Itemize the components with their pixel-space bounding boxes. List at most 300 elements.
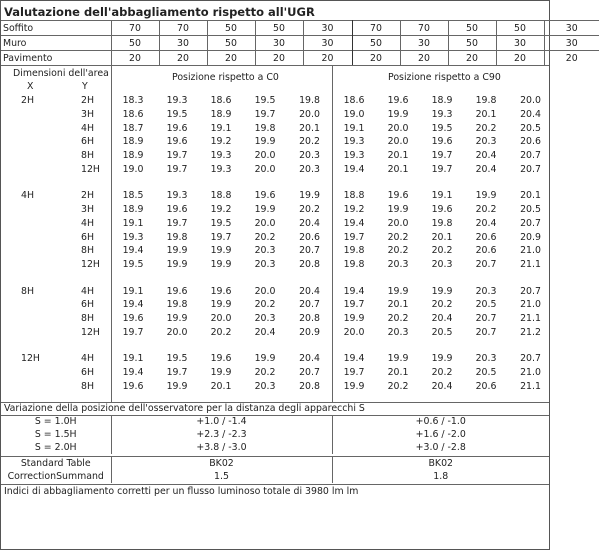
group-spacer xyxy=(1,271,553,284)
ugr-value-c90: 20.3 xyxy=(387,258,409,270)
ugr-value-c0: 20.3 xyxy=(299,163,320,175)
ugr-value-c90: 19.4 xyxy=(343,217,365,229)
ugr-value-c90: 20.3 xyxy=(431,258,453,270)
ugr-value-c0: 20.0 xyxy=(254,150,276,162)
ugr-value-c90: 20.4 xyxy=(475,163,497,175)
room-x xyxy=(1,379,59,393)
group-spacer xyxy=(1,176,553,189)
room-x xyxy=(1,325,59,339)
ugr-value-c90: 20.6 xyxy=(475,231,497,243)
ugr-value-c90: 19.2 xyxy=(343,204,365,216)
room-y: 12H xyxy=(81,163,100,175)
room-y: 6H xyxy=(81,299,95,311)
reflectance-row xyxy=(1,36,599,51)
ugr-value-c90: 19.9 xyxy=(343,312,365,324)
ugr-value-c0: 20.0 xyxy=(210,312,232,324)
ugr-value-c0: 20.0 xyxy=(254,285,276,297)
ugr-value-c0: 19.9 xyxy=(210,367,232,379)
ugr-value-c0: 20.4 xyxy=(299,285,320,297)
room-y: 12H xyxy=(81,326,100,338)
ugr-value-c0: 18.9 xyxy=(122,204,144,216)
ugr-value-c0: 20.2 xyxy=(254,367,276,379)
ugr-value-c0: 19.8 xyxy=(254,122,276,134)
reflectance-value: 30 xyxy=(303,36,352,51)
ugr-value-c0: 19.1 xyxy=(210,122,232,134)
ugr-value-c90: 20.2 xyxy=(475,204,497,216)
spacing-label: S = 1.0H xyxy=(1,415,111,428)
room-y: 8H xyxy=(81,150,95,162)
reflectance-value: 50 xyxy=(207,21,255,36)
reflectance-value: 50 xyxy=(207,36,255,51)
room-y: 4H xyxy=(81,217,95,229)
reflectance-value: 20 xyxy=(448,51,496,66)
table-row xyxy=(1,189,553,203)
reflectance-value: 30 xyxy=(255,36,303,51)
ugr-value-c0: 19.9 xyxy=(254,204,276,216)
ugr-value-c0: 20.3 xyxy=(254,380,276,392)
ugr-value-c90: 19.6 xyxy=(387,190,409,202)
ugr-value-c90: 20.9 xyxy=(520,231,541,243)
summary-table xyxy=(1,457,549,483)
ugr-value-c0: 19.5 xyxy=(254,95,276,107)
ugr-value-c0: 19.9 xyxy=(210,299,232,311)
reflectance-label: Pavimento xyxy=(1,51,111,66)
ugr-value-c0: 18.7 xyxy=(122,122,144,134)
ugr-value-c0: 20.2 xyxy=(299,136,320,148)
sheet-title: Valutazione dell'abbagliamento rispetto all'UGR xyxy=(4,5,315,19)
ugr-value-c90: 20.3 xyxy=(475,353,497,365)
area-x-label: X xyxy=(27,81,34,92)
ugr-value-c0: 19.7 xyxy=(210,231,232,243)
variation-c0: +2.3 / -2.3 xyxy=(111,428,332,441)
ugr-value-c90: 21.1 xyxy=(520,258,541,270)
reflectance-value: 50 xyxy=(448,36,496,51)
room-y: 4H xyxy=(81,285,95,297)
room-x xyxy=(1,258,59,272)
ugr-value-c0: 18.9 xyxy=(210,109,232,121)
ugr-value-c0: 20.6 xyxy=(299,231,320,243)
room-y: 4H xyxy=(81,122,95,134)
ugr-value-c90: 19.9 xyxy=(431,285,453,297)
ugr-value-c0: 19.7 xyxy=(122,326,144,338)
ugr-value-c90: 19.6 xyxy=(387,95,409,107)
ugr-value-c90: 20.1 xyxy=(387,163,409,175)
ugr-value-c90: 20.0 xyxy=(520,95,541,107)
ugr-value-c0: 19.1 xyxy=(122,285,144,297)
ugr-value-c0: 19.9 xyxy=(254,353,276,365)
ugr-value-c0: 20.1 xyxy=(210,380,232,392)
ugr-value-c0: 19.6 xyxy=(210,353,232,365)
ugr-value-c90: 20.2 xyxy=(431,367,453,379)
ugr-value-c90: 20.7 xyxy=(475,258,497,270)
variation-c0: +1.0 / -1.4 xyxy=(111,415,332,428)
ugr-value-c0: 20.9 xyxy=(299,326,320,338)
ugr-value-c90: 20.1 xyxy=(387,299,409,311)
ugr-value-c90: 19.9 xyxy=(475,190,497,202)
reflectance-table xyxy=(1,20,599,65)
ugr-value-c90: 18.6 xyxy=(343,95,365,107)
ugr-value-c90: 20.4 xyxy=(475,217,497,229)
ugr-value-c90: 19.4 xyxy=(343,163,365,175)
ugr-value-c90: 20.4 xyxy=(475,150,497,162)
room-x xyxy=(1,312,59,326)
ugr-value-c90: 19.8 xyxy=(475,95,497,107)
ugr-value-c90: 19.9 xyxy=(387,285,409,297)
ugr-value-c90: 20.7 xyxy=(475,326,497,338)
ugr-value-c90: 19.9 xyxy=(387,204,409,216)
reflectance-value: 70 xyxy=(111,21,159,36)
ugr-value-c0: 19.9 xyxy=(254,136,276,148)
ugr-value-c0: 20.4 xyxy=(299,353,320,365)
ugr-value-c90: 20.2 xyxy=(387,245,409,257)
ugr-value-c90: 20.1 xyxy=(475,109,497,121)
ugr-value-c90: 20.2 xyxy=(431,245,453,257)
ugr-value-c0: 19.6 xyxy=(122,312,144,324)
ugr-value-c90: 21.0 xyxy=(520,367,541,379)
ugr-value-c90: 20.2 xyxy=(431,299,453,311)
variation-c90: +0.6 / -1.0 xyxy=(415,416,466,427)
ugr-value-c90: 19.3 xyxy=(343,150,365,162)
ugr-value-c0: 19.8 xyxy=(166,299,188,311)
ugr-value-c0: 19.5 xyxy=(210,217,232,229)
room-x xyxy=(1,298,59,312)
ugr-value-c0: 18.8 xyxy=(210,190,232,202)
ugr-value-c0: 19.1 xyxy=(122,353,144,365)
ugr-value-c90: 20.5 xyxy=(520,122,541,134)
ugr-value-c90: 20.1 xyxy=(520,190,541,202)
table-row xyxy=(1,352,553,366)
ugr-value-c0: 20.2 xyxy=(254,299,276,311)
reflectance-value: 20 xyxy=(111,51,159,66)
ugr-value-c90: 19.7 xyxy=(431,150,453,162)
room-x: 2H xyxy=(21,95,35,107)
ugr-value-c0: 19.4 xyxy=(122,299,144,311)
reflectance-value: 20 xyxy=(400,51,448,66)
ugr-value-c0: 19.6 xyxy=(166,204,188,216)
reflectance-value: 20 xyxy=(159,51,207,66)
ugr-value-c90: 19.9 xyxy=(343,380,365,392)
table-row xyxy=(1,162,553,176)
ugr-value-c90: 20.0 xyxy=(387,122,409,134)
ugr-value-c0: 19.6 xyxy=(166,285,188,297)
reflectance-value: 20 xyxy=(352,51,400,66)
ugr-value-c0: 20.7 xyxy=(299,367,320,379)
room-y: 8H xyxy=(81,245,95,257)
reflectance-label: Soffito xyxy=(1,21,111,36)
ugr-value-c90: 19.9 xyxy=(431,353,453,365)
table-row xyxy=(1,203,553,217)
ugr-value-c0: 20.0 xyxy=(166,326,188,338)
area-header xyxy=(1,65,549,95)
ugr-value-c90: 20.4 xyxy=(431,380,453,392)
area-y-label: Y xyxy=(82,81,88,92)
ugr-value-c0: 19.9 xyxy=(210,245,232,257)
room-x: 8H xyxy=(21,285,35,297)
reflectance-value: 30 xyxy=(544,21,599,36)
ugr-value-c90: 19.6 xyxy=(431,204,453,216)
reflectance-value: 70 xyxy=(159,21,207,36)
ugr-value-c0: 19.9 xyxy=(299,190,320,202)
reflectance-value: 50 xyxy=(255,21,303,36)
ugr-value-c90: 20.2 xyxy=(387,231,409,243)
reflectance-value: 50 xyxy=(448,21,496,36)
room-x xyxy=(1,108,59,122)
ugr-value-c90: 19.9 xyxy=(387,109,409,121)
ugr-value-c90: 20.5 xyxy=(475,367,497,379)
reflectance-value: 30 xyxy=(544,36,599,51)
ugr-value-c0: 19.9 xyxy=(166,258,188,270)
ugr-value-c90: 20.7 xyxy=(520,163,541,175)
reflectance-value: 70 xyxy=(400,21,448,36)
reflectance-value: 30 xyxy=(303,21,352,36)
ugr-value-c90: 20.6 xyxy=(475,245,497,257)
spacing-label: S = 2.0H xyxy=(1,441,111,454)
table-row xyxy=(1,244,553,258)
ugr-value-c0: 19.2 xyxy=(210,204,232,216)
ugr-value-c90: 20.7 xyxy=(520,217,541,229)
room-y: 6H xyxy=(81,367,95,379)
room-x xyxy=(1,149,59,163)
variation-row xyxy=(1,428,549,441)
room-x xyxy=(1,203,59,217)
room-x xyxy=(1,217,59,231)
ugr-value-c90: 20.5 xyxy=(431,326,453,338)
table-row xyxy=(1,298,553,312)
ugr-value-c90: 19.7 xyxy=(343,367,365,379)
room-y: 2H xyxy=(81,190,95,202)
ugr-value-c90: 20.7 xyxy=(520,285,541,297)
ugr-value-c0: 19.7 xyxy=(166,150,188,162)
ugr-value-c90: 19.8 xyxy=(431,217,453,229)
table-row xyxy=(1,258,553,272)
table-row xyxy=(1,108,553,122)
ugr-value-c0: 20.8 xyxy=(299,312,320,324)
ugr-value-c0: 19.6 xyxy=(210,285,232,297)
ugr-value-c0: 20.3 xyxy=(254,312,276,324)
room-x: 12H xyxy=(21,353,40,365)
ugr-value-c90: 20.1 xyxy=(387,367,409,379)
table-row xyxy=(1,312,553,326)
ugr-value-c0: 19.9 xyxy=(210,258,232,270)
table-row xyxy=(1,230,553,244)
ugr-value-c0: 20.2 xyxy=(210,326,232,338)
ugr-value-c0: 19.6 xyxy=(166,136,188,148)
ugr-value-c0: 19.5 xyxy=(122,258,144,270)
ugr-value-c0: 20.0 xyxy=(299,109,320,121)
ugr-value-c90: 19.3 xyxy=(431,109,453,121)
room-x xyxy=(1,366,59,380)
ugr-value-c0: 20.7 xyxy=(299,245,320,257)
ugr-value-c0: 20.2 xyxy=(299,204,320,216)
room-x xyxy=(1,244,59,258)
ugr-value-c0: 20.4 xyxy=(299,217,320,229)
room-x xyxy=(1,121,59,135)
ugr-value-c0: 19.2 xyxy=(210,136,232,148)
ugr-value-c0: 19.4 xyxy=(122,367,144,379)
ugr-value-c0: 19.9 xyxy=(166,312,188,324)
ugr-value-c0: 19.7 xyxy=(254,109,276,121)
ugr-value-c0: 20.2 xyxy=(254,231,276,243)
room-x xyxy=(1,230,59,244)
reflectance-value: 50 xyxy=(496,21,544,36)
variation-label: Variazione della posizione dell'osservatore per la distanza degli apparecchi S xyxy=(4,403,365,414)
ugr-value-c90: 18.8 xyxy=(343,190,365,202)
ugr-value-c0: 20.0 xyxy=(254,217,276,229)
ugr-value-c0: 20.3 xyxy=(299,150,320,162)
ugr-value-c0: 19.7 xyxy=(166,217,188,229)
ugr-value-c90: 18.9 xyxy=(431,95,453,107)
ugr-value-c0: 19.0 xyxy=(122,163,144,175)
ugr-value-c90: 20.5 xyxy=(475,299,497,311)
table-row xyxy=(1,284,553,298)
ugr-value-c0: 19.7 xyxy=(166,163,188,175)
ugr-value-c0: 20.4 xyxy=(254,326,276,338)
ugr-value-c0: 19.3 xyxy=(122,231,144,243)
ugr-value-c0: 20.8 xyxy=(299,258,320,270)
ugr-value-c0: 19.3 xyxy=(166,95,188,107)
reflectance-value: 20 xyxy=(303,51,352,66)
room-x xyxy=(1,135,59,149)
ugr-value-c0: 20.3 xyxy=(254,258,276,270)
ugr-value-c90: 20.4 xyxy=(520,109,541,121)
area-dimensions-label: Dimensioni dell'area xyxy=(13,68,109,79)
ugr-value-c90: 19.7 xyxy=(431,163,453,175)
ugr-value-c90: 20.2 xyxy=(475,122,497,134)
ugr-value-c0: 19.6 xyxy=(254,190,276,202)
variation-c0: +3.8 / -3.0 xyxy=(111,441,332,454)
c0-heading: Posizione rispetto a C0 xyxy=(172,72,279,83)
ugr-value-c0: 20.8 xyxy=(299,380,320,392)
ugr-value-c0: 19.3 xyxy=(210,163,232,175)
correction-row xyxy=(1,470,549,483)
ugr-value-c0: 19.4 xyxy=(122,245,144,257)
ugr-value-c90: 20.2 xyxy=(387,380,409,392)
ugr-value-c90: 20.1 xyxy=(431,231,453,243)
reflectance-value: 30 xyxy=(159,36,207,51)
correction-c0: 1.5 xyxy=(111,470,332,483)
ugr-value-c90: 20.6 xyxy=(475,380,497,392)
ugr-value-c90: 19.1 xyxy=(431,190,453,202)
ugr-value-c90: 20.3 xyxy=(387,326,409,338)
reflectance-row xyxy=(1,51,599,66)
ugr-value-c90: 19.5 xyxy=(431,122,453,134)
reflectance-value: 20 xyxy=(496,51,544,66)
variation-c90: +3.0 / -2.8 xyxy=(415,442,466,453)
ugr-value-c0: 18.3 xyxy=(122,95,144,107)
ugr-value-c90: 19.8 xyxy=(343,245,365,257)
room-y: 6H xyxy=(81,231,95,243)
ugr-value-c90: 20.3 xyxy=(475,285,497,297)
table-row xyxy=(1,379,553,393)
ugr-value-c90: 20.1 xyxy=(387,150,409,162)
correction-c90: 1.8 xyxy=(433,471,449,482)
ugr-value-c0: 20.1 xyxy=(299,122,320,134)
ugr-value-c0: 19.5 xyxy=(166,109,188,121)
ugr-value-c90: 20.7 xyxy=(520,150,541,162)
reflectance-row xyxy=(1,21,599,36)
ugr-value-c90: 20.0 xyxy=(387,136,409,148)
room-y: 3H xyxy=(81,109,95,121)
table-row xyxy=(1,325,553,339)
ugr-value-c90: 19.6 xyxy=(431,136,453,148)
spacing-label: S = 1.5H xyxy=(1,428,111,441)
ugr-value-c0: 19.8 xyxy=(299,95,320,107)
standard-table-c90: BK02 xyxy=(428,458,453,469)
ugr-value-c90: 21.0 xyxy=(520,299,541,311)
ugr-value-c0: 19.7 xyxy=(166,367,188,379)
ugr-value-c0: 18.9 xyxy=(122,150,144,162)
ugr-value-c0: 18.5 xyxy=(122,190,144,202)
table-row xyxy=(1,121,553,135)
ugr-value-c90: 19.1 xyxy=(343,122,365,134)
table-row xyxy=(1,135,553,149)
ugr-value-c90: 20.5 xyxy=(520,204,541,216)
ugr-value-c90: 21.2 xyxy=(520,326,541,338)
correction-label: CorrectionSummand xyxy=(1,470,111,483)
ugr-value-c0: 19.3 xyxy=(166,190,188,202)
ugr-value-c0: 20.3 xyxy=(254,245,276,257)
ugr-value-c0: 19.6 xyxy=(122,380,144,392)
ugr-table xyxy=(1,94,553,393)
ugr-value-c0: 18.6 xyxy=(210,95,232,107)
room-x: 4H xyxy=(21,190,35,202)
ugr-value-c90: 20.3 xyxy=(475,136,497,148)
ugr-value-c0: 18.6 xyxy=(122,109,144,121)
room-y: 4H xyxy=(81,353,95,365)
ugr-value-c0: 20.7 xyxy=(299,299,320,311)
reflectance-value: 30 xyxy=(496,36,544,51)
room-y: 12H xyxy=(81,258,100,270)
ugr-value-c90: 20.4 xyxy=(431,312,453,324)
ugr-value-c90: 19.4 xyxy=(343,285,365,297)
ugr-value-c90: 21.1 xyxy=(520,380,541,392)
ugr-value-c90: 21.0 xyxy=(520,245,541,257)
ugr-value-c90: 20.7 xyxy=(520,353,541,365)
ugr-value-c90: 20.0 xyxy=(343,326,365,338)
variation-table xyxy=(1,415,549,454)
reflectance-label: Muro xyxy=(1,36,111,51)
standard-table-label: Standard Table xyxy=(1,457,111,470)
reflectance-value: 50 xyxy=(111,36,159,51)
ugr-value-c90: 20.2 xyxy=(387,312,409,324)
c90-heading: Posizione rispetto a C90 xyxy=(388,72,501,83)
ugr-value-c90: 19.9 xyxy=(387,353,409,365)
ugr-value-c0: 19.8 xyxy=(166,231,188,243)
reflectance-value: 20 xyxy=(544,51,599,66)
reflectance-value: 50 xyxy=(352,36,400,51)
room-y: 2H xyxy=(81,95,95,107)
standard-table-row xyxy=(1,457,549,470)
table-row xyxy=(1,366,553,380)
variation-row xyxy=(1,415,549,428)
ugr-value-c90: 20.6 xyxy=(520,136,541,148)
room-y: 8H xyxy=(81,380,95,392)
ugr-value-c90: 20.0 xyxy=(387,217,409,229)
ugr-value-c0: 20.0 xyxy=(254,163,276,175)
room-x xyxy=(1,162,59,176)
ugr-value-c90: 21.1 xyxy=(520,312,541,324)
ugr-value-c90: 19.4 xyxy=(343,353,365,365)
reflectance-value: 20 xyxy=(207,51,255,66)
ugr-value-c0: 19.1 xyxy=(122,217,144,229)
table-row xyxy=(1,94,553,108)
group-spacer xyxy=(1,339,553,352)
room-y: 6H xyxy=(81,136,95,148)
room-y: 8H xyxy=(81,312,95,324)
room-y: 3H xyxy=(81,204,95,216)
variation-row xyxy=(1,441,549,454)
ugr-value-c90: 19.8 xyxy=(343,258,365,270)
